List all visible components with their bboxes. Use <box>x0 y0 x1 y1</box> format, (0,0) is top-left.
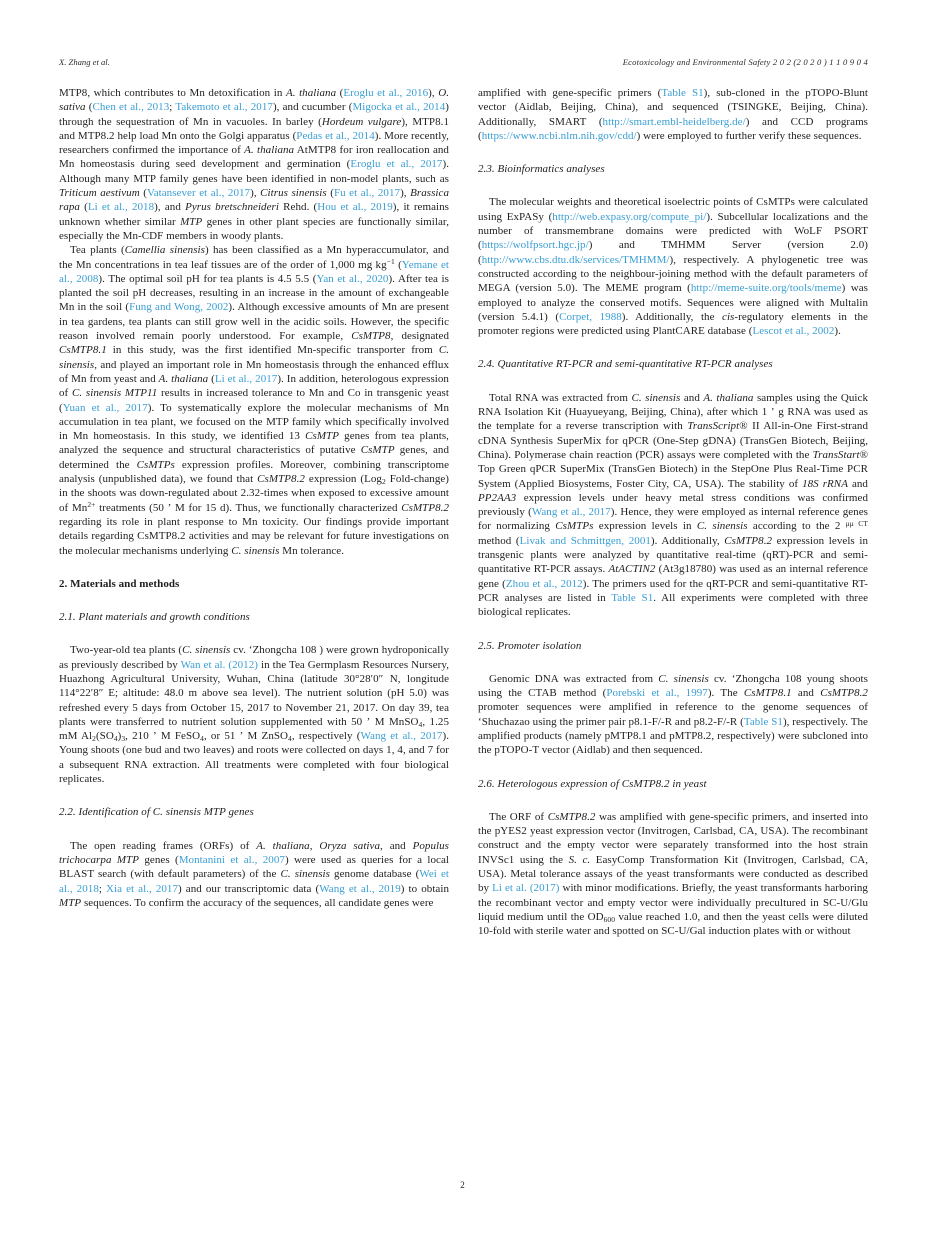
paragraph <box>59 86 449 243</box>
text-run: with minor modifications. Briefly, the yeast transformants harboring the recombinant vector and empty vector were individually precultured in SC-U/Glu liquid medium until the OD <box>478 882 868 923</box>
text-run: regarding its role in plant response to Mn toxicity. Our findings provide important details regarding CsMTP8.2 activities and may be relevant for future investigations on the molecular mechanisms underlying <box>59 515 449 557</box>
citation-link[interactable]: Fu et al., 2017 <box>333 187 401 200</box>
citation-link[interactable]: Hou et al., 2019 <box>317 201 393 214</box>
text-run: ). The primers used for the qRT-PCR and semi-quantitative RT-PCR analyses are listed in <box>478 577 868 604</box>
text-run: C. sinensis <box>696 520 748 533</box>
text-run: genes in other plant species are functionally similar, especially the Mn-CDF members in woody plants. <box>59 215 449 242</box>
text-run: , 210 ʼ M FeSO <box>125 730 201 743</box>
text-run: ). <box>834 325 841 338</box>
page-number: 2 <box>460 1180 465 1190</box>
text-run: expression levels in <box>593 520 697 533</box>
text-run: CsMTP8.2 <box>547 810 596 823</box>
url-link[interactable]: http://www.cbs.dtu.dk/services/TMHMM/ <box>481 253 670 266</box>
citation-link[interactable]: Yan et al., 2020 <box>316 272 389 285</box>
superscript-text: μμ CT <box>845 518 868 528</box>
text-run: ( <box>208 372 215 385</box>
text-run: ). After tea is planted the soil pH decreases, resulting in an increase in the amount of exchangeable Mn in the soil ( <box>59 272 449 314</box>
text-run: O. sativa <box>59 87 450 114</box>
text-run: Two-year-old tea plants ( <box>70 644 183 657</box>
paragraph <box>478 391 868 620</box>
text-run: ) were used as queries for a local BLAST search (with default parameters) of the <box>59 853 449 881</box>
citation-link[interactable]: Lescot et al., 2002 <box>752 325 835 338</box>
text-run: Populus trichocarpa MTP <box>59 839 450 866</box>
citation-link[interactable]: Corpet, 1988 <box>559 310 622 323</box>
citation-link[interactable]: Li et al. (2017) <box>492 882 560 895</box>
text-run: , designated <box>390 330 450 343</box>
text-run: CsMTP8 <box>351 330 391 343</box>
text-run: ), <box>250 187 261 200</box>
text-run: Tea plants ( <box>70 244 125 257</box>
text-run: ( <box>79 201 88 214</box>
text-run: Camellia sinensis <box>124 244 205 257</box>
text-run: ) through the sequestration of Mn in vacuoles. In barley ( <box>59 101 449 128</box>
text-run: ( <box>326 187 334 200</box>
table-ref-link[interactable]: Table S1 <box>611 591 654 604</box>
text-run: A. thaliana <box>158 372 209 385</box>
table-ref-link[interactable]: Table S1 <box>661 87 704 99</box>
citation-link[interactable]: Porebski et al., 1997 <box>606 687 708 700</box>
text-run: ) were employed to further verify these sequences. <box>636 129 862 142</box>
text-run: ), MTP8.1 and MTP8.2 help load Mn onto the Golgi apparatus ( <box>59 115 449 142</box>
url-link[interactable]: http://smart.embl-heidelberg.de/ <box>602 115 746 128</box>
text-run: and <box>847 477 868 490</box>
text-run: A. thaliana <box>256 839 310 852</box>
text-run: C. sinensis <box>631 391 681 404</box>
text-run: ), and cucumber ( <box>272 101 353 114</box>
text-run: treatments (50 ʼ M for 15 d). Thus, we functionally characterized <box>95 501 402 514</box>
citation-link[interactable]: Wan et al. (2012) <box>180 658 258 671</box>
text-run: according to the 2 <box>747 520 846 533</box>
citation-link[interactable]: Fung and Wong, 2002 <box>129 301 229 314</box>
running-head <box>59 57 868 67</box>
text-run: ). Additionally, <box>650 534 725 547</box>
text-run: expression (Log <box>304 473 382 486</box>
superscript-text: −1 <box>386 257 395 267</box>
text-run: sequences. To confirm the accuracy of the sequences, all candidate genes were <box>81 896 434 909</box>
text-run: C. sinensis MTP11 <box>72 387 158 400</box>
text-run: samples using the Quick RNA Isolation Kit (Huayueyang, Beijing, China), after which 1 ʼ g RNA was used as the template for a reverse transcription with <box>478 391 868 433</box>
text-run: , respectively ( <box>291 730 361 743</box>
text-run: ). In addition, heterologous expression of <box>59 372 449 400</box>
text-run: PP2AA3 <box>478 491 517 504</box>
subsection-heading <box>59 805 449 819</box>
text-run: -regulatory elements in the promoter regions were predicted using PlantCARE database ( <box>478 310 868 338</box>
paragraph <box>478 672 868 758</box>
journal-reference: Ecotoxicology and Environmental Safety 2 0 2 (2 0 2 0 ) 1 1 0 9 0 4 <box>622 57 868 67</box>
url-link[interactable]: https://www.ncbi.nlm.nih.gov/cdd/ <box>481 129 637 142</box>
text-run: CsMTPs <box>136 458 175 471</box>
table-ref-link[interactable]: Table S1 <box>743 715 783 728</box>
text-run: 2.5. Promoter isolation <box>478 639 582 652</box>
citation-link[interactable]: Takemoto et al., 2017 <box>175 101 273 114</box>
text-run: ), sub-cloned in the pTOPO-Blunt vector (Aidlab, Beijing, China), and sequenced (TSINGKE, Beijing, China). Additionally, SMART ( <box>478 87 868 128</box>
text-run: (At3g18780) was used as an internal reference gene ( <box>478 563 868 590</box>
text-run: 2.3. Bioinformatics analyses <box>478 163 605 176</box>
text-run: (SO <box>95 730 114 743</box>
text-run: Genomic DNA was extracted from <box>489 672 659 685</box>
text-run: ). To systematically explore the molecular mechanisms of Mn accumulation in tea plant, we focused on the MTP family which specifically involved in Mn homeostasis. In this study, we identified 13 <box>59 401 450 443</box>
text-run: genes from tea plants, analyzed the sequence and structural characteristics of putative <box>59 430 449 457</box>
url-link[interactable]: https://wolfpsort.hgc.jp/ <box>481 239 589 252</box>
subscript-text: 2 <box>382 477 386 487</box>
text-run: , or 51 ʼ M ZnSO <box>203 730 289 743</box>
citation-link[interactable]: Yemane et al., 2008 <box>59 258 449 285</box>
paragraph <box>478 86 868 143</box>
text-run: in the Tea Germplasm Resources Nursery, Huazhong Agricultural University, Wuhan, China (latitude 30°28′0″ N, longitude 114°22′8″ E; altitude: 48.0 m above sea level). The nutrient solution (pH 5.0) was refreshed every 5 days from October 15, 2017 to November 21, 2017. On day 39, tea plants were transferred to nutrient solution supplemented with 50 ʼ M MnSO <box>59 658 449 728</box>
text-run: ). Additionally, the <box>621 310 723 323</box>
text-run: ( <box>139 187 147 200</box>
text-run: S. c. <box>568 853 591 866</box>
text-run: TransStart <box>812 448 860 461</box>
subscript-text: 4 <box>418 719 423 729</box>
text-run: CsMTP8.2 <box>257 473 305 486</box>
text-run: 2.2. Identification of C. sinensis MTP genes <box>59 806 254 819</box>
text-run: 2.6. Heterologous expression of CsMTP8.2 in yeast <box>478 777 707 790</box>
text-run: CsMTP8.2 <box>401 501 450 514</box>
paragraph <box>59 643 449 786</box>
url-link[interactable]: http://meme-suite.org/tools/meme <box>690 282 842 295</box>
citation-link[interactable]: Xia et al., 2017 <box>106 882 179 895</box>
text-run: CsMTPs <box>555 520 594 533</box>
text-run: ) and TMHMM Server (version 2.0) ( <box>478 239 868 266</box>
section-heading <box>59 577 449 591</box>
text-run: ) and our transcriptomic data ( <box>178 882 320 895</box>
citation-link[interactable]: Yuan et al., 2017 <box>62 401 148 414</box>
text-run: ) was employed to analyze the conserved motifs. Sequences were aligned with Multalin (version 5.4.1) ( <box>478 282 868 323</box>
citation-link[interactable]: Wang et al., 2017 <box>360 730 443 743</box>
text-run: C. sinensis <box>280 868 330 881</box>
text-run: MTP <box>59 896 82 909</box>
text-run: genes ( <box>139 853 179 866</box>
text-run: method ( <box>478 534 520 547</box>
text-run: ; <box>169 101 176 114</box>
text-run: ) to obtain <box>400 882 450 895</box>
subscript-text: 2 <box>92 734 96 744</box>
text-run: and <box>791 687 821 700</box>
subscript-text: 4 <box>288 734 292 744</box>
text-run: AtACTIN2 <box>608 563 656 576</box>
citation-link[interactable]: Montanini et al., 2007 <box>178 853 285 866</box>
text-run: cis <box>722 310 735 323</box>
text-run: The open reading frames (ORFs) of <box>70 839 257 852</box>
text-run: 2.1. Plant materials and growth conditions <box>59 611 250 624</box>
text-run: ). Young shoots (one bud and two leaves) and roots were collected on days 1, 4, and 7 for a subsequent RNA extraction. All treatments were completed with four biological replicates. <box>59 730 450 786</box>
url-link[interactable]: http://web.expasy.org/compute_pi/ <box>552 210 707 223</box>
text-run: , 1.25 mM Al <box>59 715 449 743</box>
text-run: MTP8, which contributes to Mn detoxification in <box>59 87 286 99</box>
text-run: Citrus sinensis <box>260 187 327 200</box>
text-run: ), respectively. The amplified products (namely pMTP8.1 and pMTP8.2, respectively) were subcloned into the pTOPO-T vector (Aidlab) and then sequenced. <box>478 715 868 757</box>
text-run: expression levels in transgenic plants were analyzed by quantitative real-time (qRT)-PCR and semi-quantitative RT-PCR assays. <box>478 534 868 576</box>
text-run: ) <box>117 730 122 743</box>
text-run: A. thaliana <box>285 87 337 99</box>
text-run: 18S rRNA <box>802 477 848 490</box>
text-run: ), and <box>154 201 186 214</box>
text-run: promoter sequences were amplified in reference to the genome sequences of ‘Shuchazao using the primer pair p8.1-F/-R and p8.2-F/-R ( <box>478 701 868 728</box>
subscript-text: 3 <box>121 734 126 744</box>
text-run: CsMTP <box>305 430 339 443</box>
subscript-text: 4 <box>200 734 204 744</box>
subsection-heading <box>478 639 868 653</box>
text-run: ). Hence, they were employed as internal reference genes for normalizing <box>478 506 868 533</box>
text-run: ). More recently, researchers confirmed the importance of <box>59 129 449 157</box>
citation-link[interactable]: Livak and Schmittgen, 2001 <box>519 534 651 547</box>
text-run: CsMTP8.1 <box>743 687 792 700</box>
text-run: A. thaliana <box>703 391 754 404</box>
text-run: expression profiles. Moreover, combining transcriptome analysis (unpublished data), we found that <box>59 458 450 486</box>
text-run: ), <box>400 187 411 200</box>
text-run: ), <box>428 87 439 99</box>
citation-link[interactable]: Migocka et al., 2014 <box>352 101 446 114</box>
citation-link[interactable]: Vatansever et al., 2017 <box>146 187 251 200</box>
text-run: C. sinensis <box>59 344 449 371</box>
text-run: The molecular weights and theoretical isoelectric points of CsMTPs were calculated using ExPASy ( <box>478 196 868 223</box>
text-run: ), respectively. A phylogenetic tree was constructed according to the neighbour-joining method with the default parameters of MEGA (version 5.0). The MEME program ( <box>478 253 868 295</box>
citation-link[interactable]: Wang et al., 2019 <box>319 882 401 895</box>
text-run: CsMTP <box>360 444 395 457</box>
text-run: CsMTP8.1 <box>59 344 107 357</box>
left-column <box>59 86 449 939</box>
text-run: ) and CCD programs ( <box>478 115 869 142</box>
text-run: ). Although excessive amounts of Mn are present in tea gardens, tea plants can still grow well in the acidic soils. However, the specific reason involved remain poorly understood. For example, <box>59 301 449 343</box>
text-run: Hordeum vulgare <box>321 115 402 128</box>
text-run: Brassica rapa <box>59 187 449 214</box>
text-run: ). Although many MTP family genes have been identified in non-model plants, such as <box>59 158 449 185</box>
text-run: TransScript <box>687 420 740 433</box>
text-run: ; <box>98 882 107 895</box>
citation-link[interactable]: Eroglu et al., 2016 <box>343 87 429 99</box>
text-run: ( <box>85 101 93 114</box>
text-run: value reached 1.0, and then the yeast cells were diluted 10-fold with sterile water and spotted on SC-U/Gal induction plates with or without <box>478 910 868 938</box>
text-run: ® II All-in-One First-strand cDNA Synthesis SuperMix for qPCR (One-Step gDNA) (TransGen Biotech, Beijing, China). Polymerase chain reaction (PCR) assays were completed with the <box>478 420 868 461</box>
text-run: ® Top Green qPCR SuperMix (TransGen Biotech) in the StepOne Plus Real-Time PCR System (Applied Biosystems, Foster City, CA, USA). The stability of <box>478 448 868 490</box>
text-run: Rehd. ( <box>278 201 318 214</box>
text-run: and <box>680 391 704 404</box>
paragraph <box>478 195 868 338</box>
text-run: 2.4. Quantitative RT-PCR and semi-quantitative RT-PCR analyses <box>478 358 773 371</box>
text-run: ( <box>394 258 402 271</box>
text-run: , <box>309 839 320 852</box>
text-run: CsMTP8.2 <box>820 687 868 700</box>
paragraph <box>478 810 868 939</box>
text-run: Triticum aestivum <box>59 187 140 200</box>
citation-link[interactable]: Pedas et al., 2014 <box>296 129 375 142</box>
text-run: Oryza sativa <box>319 839 381 852</box>
text-run: cv. ‘Zhongcha 108 young shoots using the CTAB method ( <box>478 672 868 700</box>
text-run: results in increased tolerance to Mn and Co in transgenic yeast ( <box>59 387 449 414</box>
citation-link[interactable]: Wei et al., 2018 <box>59 868 449 895</box>
citation-link[interactable]: Eroglu et al., 2017 <box>350 158 443 171</box>
two-column-body <box>59 86 868 939</box>
subsection-heading <box>478 777 868 791</box>
text-run: CsMTP8.2 <box>724 534 773 547</box>
text-run: , and <box>380 839 413 852</box>
subscript-text: 600 <box>603 914 615 924</box>
text-run: The ORF of <box>489 810 548 823</box>
subsection-heading <box>478 357 868 371</box>
subscript-text: 4 <box>113 734 118 744</box>
text-run: expression levels under heavy metal stress conditions was confirmed previously ( <box>478 491 868 519</box>
text-run: ). Subcellular localizations and the number of transmembrane domains were predicted with WoLF PSORT ( <box>478 210 868 252</box>
text-run: ). The optimal soil pH for tea plants is 4.5 5.5 ( <box>98 272 317 285</box>
text-run: ) has been classified as a Mn hyperaccumulator, and the Mn concentrations in tea leaf tissues are of the order of 1,000 mg kg <box>59 244 449 271</box>
citation-link[interactable]: Zhou et al., 2012 <box>505 577 583 590</box>
subsection-heading <box>478 162 868 176</box>
text-run: . All experiments were completed with three biological replicates. <box>478 591 868 619</box>
paragraph <box>59 839 449 910</box>
text-run: in this study, was the first identified Mn-specific transporter from <box>106 344 439 357</box>
text-run: ). The <box>707 687 744 700</box>
text-run: amplified with gene-specific primers ( <box>478 87 662 99</box>
citation-link[interactable]: Li et al., 2018 <box>87 201 155 214</box>
page-footer <box>0 1180 925 1190</box>
text-run: was amplified with gene-specific primers, and inserted into the pYES2 yeast expression vector (Invitrogen, Carlsbad, CA, USA). The recombinant construct and the empty vector were separately transformed into the host strain INVSc1 using the <box>478 810 868 866</box>
text-run: EasyComp Transformation Kit (Invitrogen, Carlsbad, CA, USA). Metal tolerance assays of the yeast transformants were conducted as described by <box>478 853 868 895</box>
citation-link[interactable]: Wang et al., 2017 <box>531 506 611 519</box>
text-run: Total RNA was extracted from <box>489 391 632 404</box>
text-run: Mn tolerance. <box>279 544 345 557</box>
text-run: Pyrus bretschneideri <box>185 201 279 214</box>
text-run: C. sinensis <box>182 644 231 657</box>
text-run: ( <box>336 87 344 99</box>
text-run: C. sinensis <box>231 544 280 557</box>
text-run: ), it remains unknown whether similar <box>59 201 450 228</box>
paragraph <box>59 243 449 558</box>
text-run: 2. Materials and methods <box>59 577 180 590</box>
text-run: A. thaliana <box>244 144 295 157</box>
superscript-text: 2+ <box>87 500 96 510</box>
citation-link[interactable]: Chen et al., 2013 <box>92 101 170 114</box>
text-run: , and played an important role in Mn homeostasis through the enhanced efflux of Mn from yeast and <box>59 358 449 385</box>
text-run: C. sinensis <box>658 672 709 685</box>
text-run: genome database ( <box>329 868 420 881</box>
subsection-heading <box>59 610 449 624</box>
text-run: genes, and determined the <box>59 444 449 471</box>
right-column <box>478 86 868 939</box>
text-run: Fold-change) in the shoots was down-regulated about 2.32-times when exposed to excessive amount of Mn <box>59 473 450 514</box>
text-run: AtMTP8 for iron reallocation and Mn homeostasis during seed development and germination ( <box>59 144 449 171</box>
running-author: X. Zhang et al. <box>59 57 110 67</box>
text-run: cv. ‘Zhongcha 108 ) were grown hydroponically as previously described by <box>59 644 449 671</box>
text-run: MTP <box>180 215 203 228</box>
citation-link[interactable]: Li et al., 2017 <box>214 372 278 385</box>
